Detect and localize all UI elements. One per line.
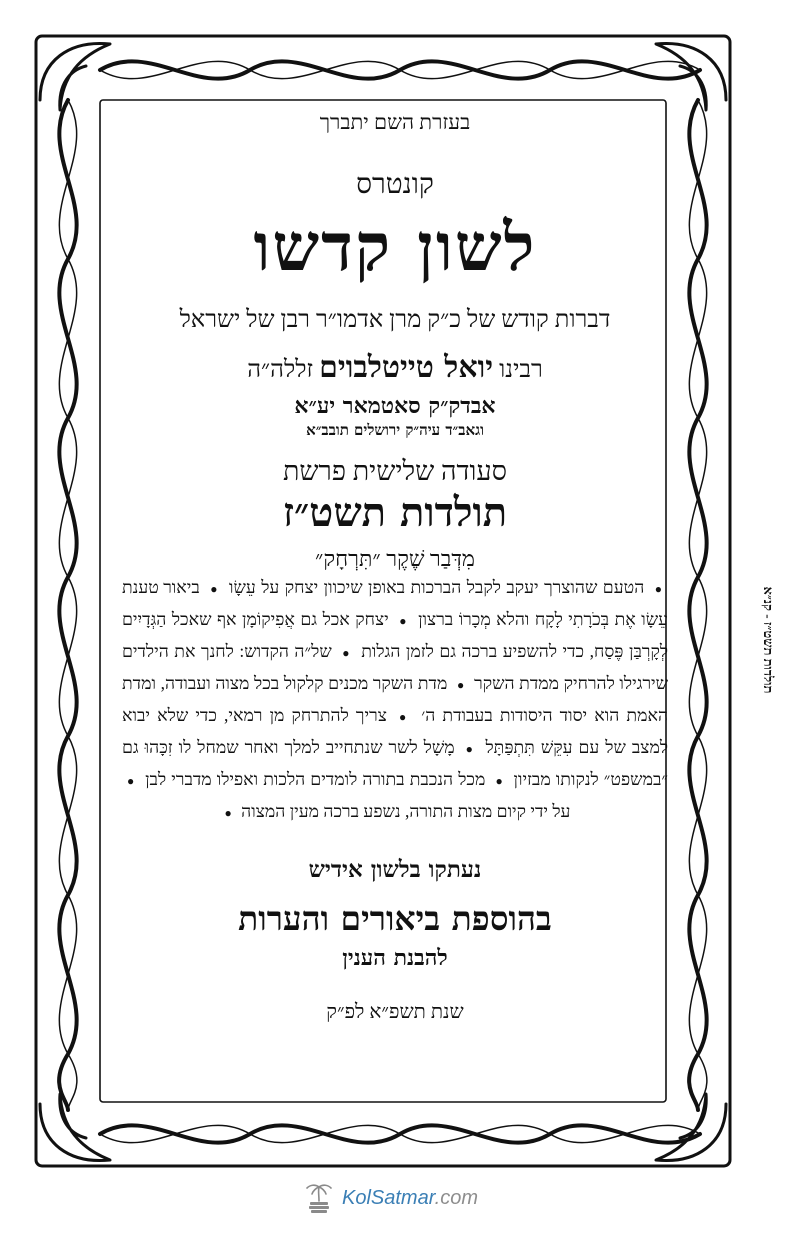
palm-tree-books-icon [304, 1181, 334, 1215]
yiddish-line: נעתקו בלשון אידיש [308, 856, 482, 883]
rebbe-name: יואל טייטלבוים [319, 350, 494, 385]
top-dedication: בעזרת השם יתברך [319, 110, 471, 134]
topic-bullet: ● [210, 582, 219, 596]
logo-domain: .com [434, 1186, 478, 1209]
section-heading: מִדְּבַר שֶׁקֶר ״תִּרְחָק״ [315, 546, 475, 571]
parsha-title: תולדות תשט״ז [282, 489, 508, 536]
topics-paragraph [122, 572, 668, 828]
topic-item: ביאור טענת עֵשָׂו אֶת בְּכֹרָתִי לָקָח והלא מְכָרוֹ ברצון [122, 577, 669, 629]
topic-item: מָשָׁל לשר שנתחייב למלך ואחר שמחל לו זִכָּהוּ גם ״במשפט״ לנקותו מבזיון [122, 737, 669, 789]
lehavanas-line: להבנת הענין [342, 945, 448, 971]
topic-bullet: ● [127, 774, 135, 788]
topic-bullet: ● [456, 678, 465, 692]
divrei-kodesh-line: דברות קודש של כ״ק מרן אדמו״ר רבן של ישראל [179, 307, 611, 333]
kuntres-label: קונטרס [356, 169, 434, 200]
rabbeinu-label: רבינו [499, 357, 543, 383]
av-beis-din-line: אבדק״ק סאטמאר יע״א [294, 393, 496, 419]
topic-bullet: ● [399, 710, 410, 724]
rebbe-line [130, 350, 660, 385]
spine-label: תולדות תשט״ז - קנ״א [761, 586, 776, 694]
topic-item: צריך להתרחק מן רמאי, כדי שלא יבוא למצב של עם עִקֵּשׁ תִּתְפַּתָּל [122, 705, 668, 757]
topic-bullet: ● [654, 582, 664, 596]
topic-item: מכל הנכבת בתורה לומדים הלכות ואפילו מדברי לבן [145, 769, 486, 789]
seuda-line: סעודה שלישית פרשת [282, 456, 508, 486]
topic-bullet: ● [342, 646, 351, 660]
year-line: שנת תשפ״א לפ״ק [326, 1001, 464, 1023]
logo-brand: KolSatmar [342, 1186, 435, 1209]
topic-item: מדת השקר מכנים קלקול בכל מצוה ועבודה, ומדת האמת הוא יסוד היסודות בעבודת ה׳ [122, 673, 669, 725]
topic-bullet: ● [495, 774, 504, 788]
page-title: לשון קדשו [253, 208, 537, 286]
vagav-line: וגאב״ד עיה״ק ירושלים תובב״א [306, 421, 484, 439]
title-page-content [122, 95, 669, 1024]
topic-bullet: ● [465, 742, 475, 756]
topic-bullet: ● [224, 806, 232, 820]
zlla-label: זללה״ה [247, 357, 314, 383]
topic-item: הטעם שהוצרך יעקב לקבל הברכות באופן שיכוון יצחק על עֵשָׂו [229, 577, 645, 597]
hosafa-title: בהוספת ביאורים והערות [238, 899, 552, 938]
kolsatmar-logo[interactable] [304, 1180, 478, 1216]
topic-item: יצחק אכל גם אֲפִיקוֹמָן אף שאכל הַגְּדָיִים לְקָרְבַּן פֶּסַח, כדי להשפיע ברכה גם לזמן הגלות [122, 609, 669, 661]
topic-item: של״ה הקדוש: לחנך את הילדים שירגילו להרחיק ממדת השקר [122, 641, 669, 693]
topic-bullet: ● [399, 614, 408, 628]
logo-text [342, 1187, 478, 1210]
topic-item: על ידי קיום מצות התורה, נשפע ברכה מעין המצוה [241, 801, 571, 821]
